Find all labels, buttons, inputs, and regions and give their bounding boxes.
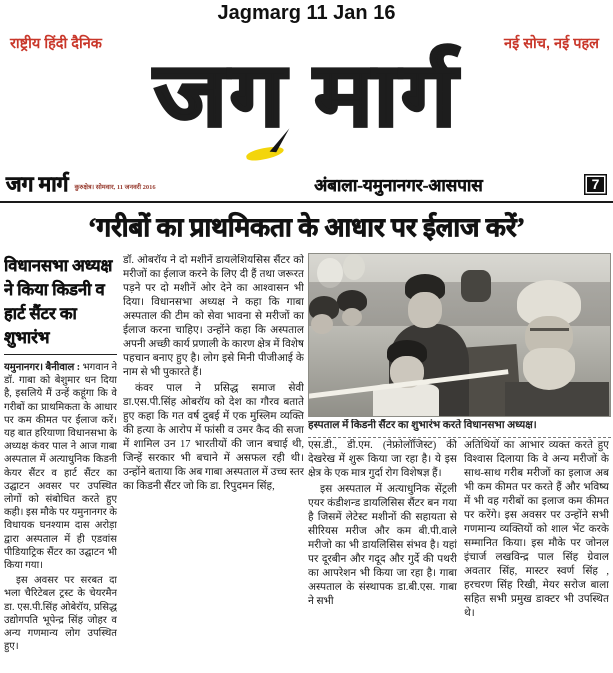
photo-shape — [342, 308, 362, 326]
article-column-4 — [464, 439, 609, 671]
article-headline: ‘गरीबों का प्राथमिकता के आधार पर ईलाज करें’ — [87, 213, 526, 242]
article-column-3 — [308, 439, 457, 671]
news-photo — [308, 253, 611, 417]
article-column-1 — [4, 254, 117, 669]
photo-shape — [311, 314, 333, 334]
photo-caption: हस्पताल में किडनी सैंटर का शुभारंभ करते विधानसभा अध्यक्ष। — [308, 419, 611, 438]
dateline: यमुनानगर। बैनीवाल : — [4, 362, 81, 373]
newspaper-logo: जग मार्ग — [154, 48, 459, 145]
tagline-right: नई सोच, नई पहल — [504, 36, 599, 52]
photo-shape — [523, 348, 575, 390]
scan-title: Jagmarg 11 Jan 16 — [217, 2, 396, 24]
info-band-left — [6, 173, 221, 195]
tagline-left: राष्ट्रीय हिंदी दैनिक — [10, 36, 102, 52]
photo-shape — [343, 254, 365, 280]
paragraph: इस अवसर पर सरबत दा भला चैरिटेबल ट्रस्ट के चेयरमैन डा. एस.पी.सिंह ओबेरॉय, प्रसिद्ध उद्योगपति भूपेन्द्र सिंह जोहर व अन्य गणमान्य लोग उपस्थित हुए। — [4, 575, 117, 653]
photo-shape — [461, 270, 491, 302]
article-subhead: विधानसभा अध्यक्ष ने किया किडनी व हार्ट सैंटर का शुभारंभ — [4, 254, 117, 355]
region-title: अंबाला-यमुनानगर-आसपास — [314, 175, 483, 195]
paragraph: डॉ. ओबरॉय ने दो मशीनें डायलेशियसिस सैंटर को मरीजों का ईलाज करने के लिए दी हैं तथा जरूरत पड़ने पर दो मशीनें ओर देने का आश्वासन भी दिया। विधानसभा अध्यक्ष ने कहा कि गाबा अस्पताल की टीम को सेवा भावना से मरीजों का ईलाज करना चाहिए। उन्होंने कहा कि अस्पताल अपनी अच्छी कार्य प्रणाली के कारण क्षेत्र में विशेष पहचान बनाए हुए है। लोग इसे मिनी पीजीआई के नाम से भी पुकारते हैं। — [123, 255, 304, 378]
page-number-badge: 7 — [584, 174, 607, 195]
paragraph-text: भगवान ने डॉ. गाबा को बेशुमार धन दिया है, इसलिये मैं उन्हें कहूंगा कि वे गरीबों का प्राथमिकता के आधार पर कम कीमत पर ईलाज करें। यह बात हरियाणा विधानसभा के अध्यक्ष कंवर पाल ने आज गाबा अस्पताल में अत्याधुनिक किडनी केयर सैंटर व हार्ट सैंटर का उद्घाटन अवसर पर उपस्थित लोगों को संबोधित करते हुए कही। इस मौके पर यमुनानगर के विधायक घनश्याम दास अरोड़ा द्वारा अस्पताल में ही एडवांस पीडियाट्रिक सैंटर का उद्घाटन भी किया गया। — [4, 362, 117, 572]
paragraph — [4, 361, 117, 572]
info-band — [0, 167, 613, 203]
paragraph: इस अस्पताल में अत्याधुनिक सेंट्रली एयर कंडीशन्ड डायलिसिस सैंटर बन गया है जिसमें लेटेस्ट मशीनों की सहायता से सीरियस मरीज और कम बी.पी.वाले मरीजो का भी डायलिसिस संभव है। यहां पर दूरबीन और गदूद और गुर्दे की पथरी का आपरेशन भी किया जा रहा है। गाबा अस्पताल के संस्थापक डा.बी.एस. गाबा ने सभी — [308, 484, 457, 607]
paragraph: कंवर पाल ने प्रसिद्ध समाज सेवी डा.एस.पी.सिंह ओबरॉय को देश का गौरव बताते हुए कहा कि गत वर्ष दुबई में एक मुस्लिम व्यक्ति की हत्या के आरोप में फांसी व उमर कैद की सजा में शामिल उन 17 भारतीयों की जान बचाई थी, जिन्हें सरकार भी बचाने में असफल रही थी। उन्होंने बताया कि अब गाबा अस्पताल में उच्च स्तर का किडनी सैंटर जो कि डा. रिपुदमन सिंह, — [123, 383, 304, 492]
edition-date: कुरुक्षेत्र। सोमवार, 11 जनवरी 2016 — [74, 184, 156, 191]
paper-name: जग मार्ग — [6, 172, 69, 196]
photo-shape — [530, 328, 569, 331]
paragraph: एस.डी., डी.एम. (नेफ्रोलॉजिस्ट) की देखरेख में शुरू किया जा रहा है। ये इस क्षेत्र के एक मात्र गुर्दा रोग विशेषज्ञ हैं। — [308, 440, 457, 479]
article-column-2 — [123, 254, 304, 669]
paragraph: अतिथियों का आभार व्यक्त करते हुए विश्वास दिलाया कि वे अन्य मरीजों के साथ-साथ गरीब मरीजों का इलाज अब भी कम कीमत पर करते हैं और भविष्य में भी वह गरीबों का इलाज कम कीमत पर करेंगे। इस अवसर पर उन्होंने सभी गणमान्य व्यक्तियों को शाल भेंट करके सम्मानित किया। इस मौके पर जोनल इंचार्ज लखविन्द्र पाल सिंह ग्रेवाल अवतार सिंह, मास्टर स्वर्ण सिंह , हरचरण सिंह रिखी, मेयर सरोज बाला सहित सभी प्रमुख डाक्टर भी उपस्थित थे। — [464, 440, 609, 619]
photo-shape — [408, 292, 442, 328]
